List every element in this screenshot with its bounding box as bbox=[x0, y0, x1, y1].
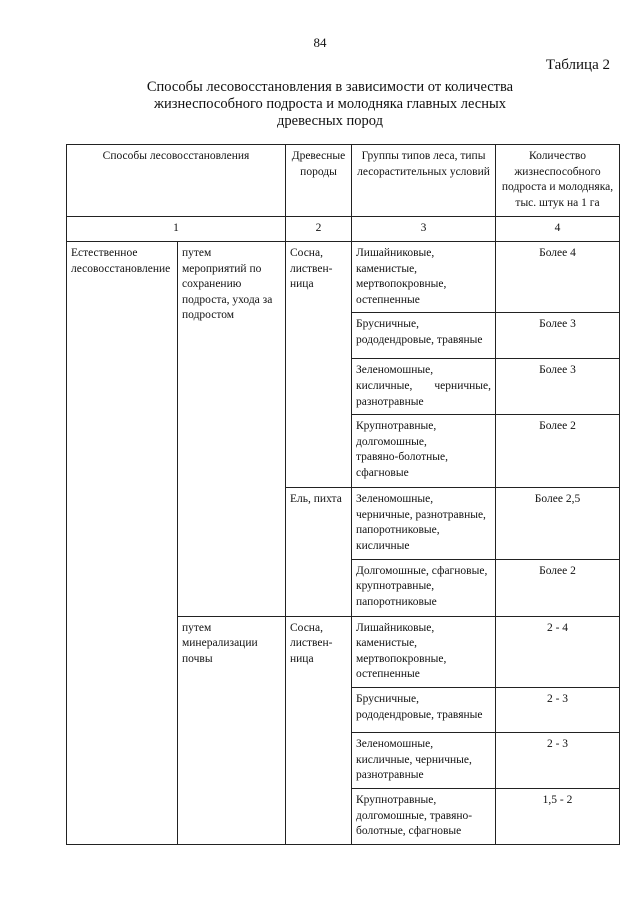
forest-type-cell bbox=[352, 313, 496, 359]
table-label: Таблица 2 bbox=[545, 57, 610, 73]
quantity-cell: 1,5 - 2 bbox=[496, 788, 620, 844]
submethod-line: путем bbox=[182, 247, 212, 259]
quantity-cell: Более 2,5 bbox=[496, 488, 620, 559]
table-row bbox=[67, 242, 620, 313]
species-line: листвен- bbox=[290, 637, 333, 650]
quantity-cell: 2 - 4 bbox=[496, 616, 620, 687]
header-quantity-line: Количество bbox=[529, 150, 586, 162]
forest-type-line: каменистые, bbox=[356, 637, 418, 650]
column-number-row bbox=[67, 217, 620, 242]
forest-type-line: долгомошные, травяно- bbox=[356, 809, 473, 822]
species-line: ница bbox=[290, 652, 314, 665]
submethod-line: сохранению bbox=[182, 278, 242, 291]
submethod-line: минерализации bbox=[182, 637, 258, 650]
column-number: 1 bbox=[67, 217, 286, 242]
species-cell bbox=[286, 616, 352, 844]
forest-type-cell bbox=[352, 559, 496, 616]
forest-type-line: крупнотравные, bbox=[356, 580, 435, 593]
forest-type-line: мертвопокровные, bbox=[356, 278, 447, 291]
forest-type-cell bbox=[352, 242, 496, 313]
method-cell bbox=[67, 242, 178, 845]
header-forest-types-line: лесорастительных условий bbox=[357, 165, 490, 178]
forest-type-cell bbox=[352, 415, 496, 488]
forest-type-line: Брусничные, bbox=[356, 692, 420, 705]
forest-type-line: кисличные bbox=[356, 539, 410, 552]
forest-type-line: черничные, разнотравные, bbox=[356, 508, 486, 521]
header-row bbox=[67, 145, 620, 217]
header-methods-text: Способы лесовосстановления bbox=[102, 150, 250, 162]
quantity-cell: Более 4 bbox=[496, 242, 620, 313]
forest-type-line: Лишайниковые, bbox=[356, 247, 435, 259]
forest-type-line: Зеленомошные, bbox=[356, 737, 434, 750]
header-forest-types-line: Группы типов леса, типы bbox=[361, 150, 486, 162]
forest-type-cell bbox=[352, 616, 496, 687]
forest-type-cell bbox=[352, 359, 496, 415]
submethod-cell bbox=[178, 242, 286, 617]
species-line: Сосна, bbox=[290, 247, 323, 259]
header-quantity bbox=[496, 145, 620, 217]
forest-type-cell bbox=[352, 488, 496, 559]
header-species bbox=[286, 145, 352, 217]
header-species-line: породы bbox=[300, 165, 337, 178]
column-number: 2 bbox=[286, 217, 352, 242]
header-species-line: Древесные bbox=[291, 150, 346, 162]
forest-type-cell bbox=[352, 732, 496, 788]
quantity-cell: Более 2 bbox=[496, 415, 620, 488]
header-methods bbox=[67, 145, 286, 217]
title-line: древесных пород bbox=[277, 113, 383, 129]
submethod-line: мероприятий по bbox=[182, 262, 262, 275]
forest-type-line: Зеленомошные, bbox=[356, 364, 434, 377]
species-line: листвен- bbox=[290, 262, 333, 275]
reforestation-table bbox=[66, 144, 620, 845]
forest-type-line: Лишайниковые, bbox=[356, 621, 435, 634]
column-number: 4 bbox=[496, 217, 620, 242]
forest-type-line: долгомошные, bbox=[356, 435, 427, 448]
forest-type-line: кисличные, черничные, bbox=[356, 753, 472, 766]
species-cell bbox=[286, 488, 352, 616]
column-number: 3 bbox=[352, 217, 496, 242]
forest-type-line: Долгомошные, сфагновые, bbox=[356, 564, 488, 577]
quantity-cell: Более 2 bbox=[496, 559, 620, 616]
species-line: Сосна, bbox=[290, 621, 323, 634]
species-line: Ель, пихта bbox=[290, 493, 342, 506]
forest-type-line: Крупнотравные, bbox=[356, 420, 437, 433]
forest-type-line: Брусничные, bbox=[356, 318, 420, 331]
quantity-cell: 2 - 3 bbox=[496, 732, 620, 788]
forest-type-line: Крупнотравные, bbox=[356, 793, 437, 806]
quantity-cell: Более 3 bbox=[496, 313, 620, 359]
header-quantity-line: тыс. штук на 1 га bbox=[515, 196, 600, 209]
forest-type-line: папоротниковые bbox=[356, 595, 437, 608]
quantity-cell: 2 - 3 bbox=[496, 687, 620, 732]
forest-type-line: мертвопокровные, bbox=[356, 652, 447, 665]
table-title bbox=[100, 79, 560, 130]
submethod-cell bbox=[178, 616, 286, 844]
forest-type-line: папоротниковые, bbox=[356, 524, 440, 537]
forest-type-line: каменистые, bbox=[356, 262, 418, 275]
header-forest-types bbox=[352, 145, 496, 217]
forest-type-line: остепненные bbox=[356, 668, 420, 681]
page-number: 84 bbox=[313, 35, 327, 50]
submethod-line: путем bbox=[182, 621, 212, 634]
header-quantity-line: подроста и молодняка, bbox=[501, 181, 614, 194]
submethod-line: подростом bbox=[182, 309, 234, 322]
forest-type-cell bbox=[352, 788, 496, 844]
forest-type-line: кисличные, черничные, bbox=[356, 379, 491, 392]
forest-type-line: сфагновые bbox=[356, 466, 409, 479]
species-line: ница bbox=[290, 278, 314, 291]
forest-type-line: болотные, сфагновые bbox=[356, 825, 462, 838]
title-line: жизнеспособного подроста и молодняка главных лесных bbox=[154, 96, 506, 112]
title-line: Способы лесовосстановления в зависимости от количества bbox=[146, 79, 514, 95]
forest-type-line: травяно-болотные, bbox=[356, 451, 448, 464]
forest-type-line: остепненные bbox=[356, 293, 420, 306]
forest-type-line: рододендровые, травяные bbox=[356, 333, 483, 346]
submethod-line: подроста, ухода за bbox=[182, 293, 273, 306]
forest-type-cell bbox=[352, 687, 496, 732]
forest-type-line: рододендровые, травяные bbox=[356, 708, 483, 721]
submethod-line: почвы bbox=[182, 652, 213, 665]
quantity-cell: Более 3 bbox=[496, 359, 620, 415]
method-line: Естественное bbox=[71, 247, 138, 259]
forest-type-line: разнотравные bbox=[356, 769, 424, 782]
species-cell bbox=[286, 242, 352, 488]
header-quantity-line: жизнеспособного bbox=[514, 165, 601, 178]
forest-type-line: Зеленомошные, bbox=[356, 493, 434, 506]
method-line: лесовосстановление bbox=[71, 262, 171, 275]
forest-type-line: разнотравные bbox=[356, 395, 424, 408]
